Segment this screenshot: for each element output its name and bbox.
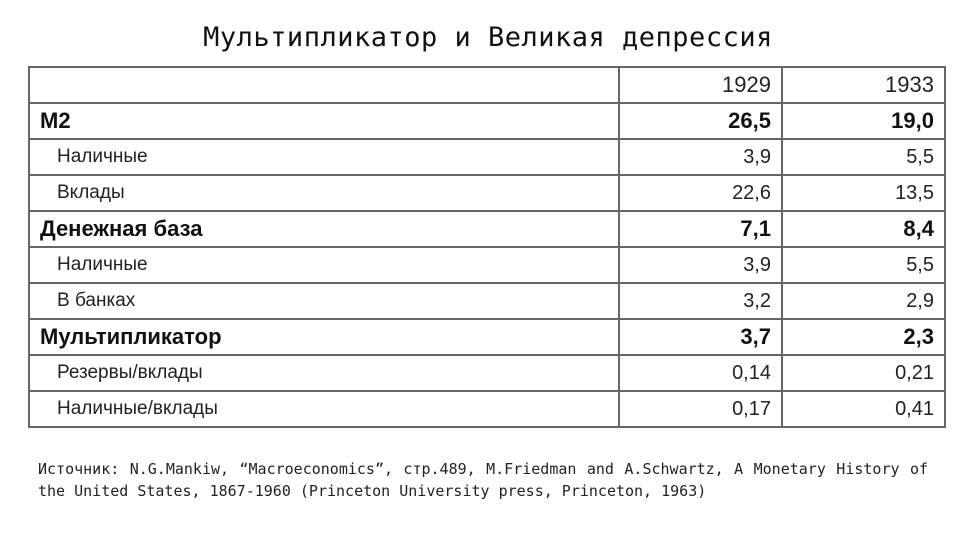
table-header-row <box>29 67 945 103</box>
value-1929: 3,7 <box>619 319 782 355</box>
value-1929: 0,14 <box>619 355 782 391</box>
row-label: Резервы/вклады <box>29 355 619 391</box>
table-row <box>29 139 945 175</box>
value-1933: 0,41 <box>782 391 945 427</box>
table-row <box>29 247 945 283</box>
value-1929: 7,1 <box>619 211 782 247</box>
row-label: Наличные/вклады <box>29 391 619 427</box>
value-1929: 3,9 <box>619 139 782 175</box>
header-year-1933: 1933 <box>782 67 945 103</box>
value-1929: 0,17 <box>619 391 782 427</box>
value-1929: 22,6 <box>619 175 782 211</box>
row-label: В банках <box>29 283 619 319</box>
source-citation: Источник: N.G.Mankiw, “Macroeconomics”, стр.489, M.Friedman and A.Schwartz, A Monetary History of the United States, 1867-1960 (Princeton University press, Princeton, 1963) <box>38 460 928 500</box>
value-1929: 3,2 <box>619 283 782 319</box>
row-label: Наличные <box>29 139 619 175</box>
header-label-cell <box>29 67 619 103</box>
table-row <box>29 319 945 355</box>
value-1933: 13,5 <box>782 175 945 211</box>
row-label: Денежная база <box>29 211 619 247</box>
table-row <box>29 283 945 319</box>
data-table <box>28 66 946 428</box>
page-title: Мультипликатор и Великая депрессия <box>203 22 773 53</box>
value-1933: 0,21 <box>782 355 945 391</box>
table-row <box>29 175 945 211</box>
table-row <box>29 355 945 391</box>
value-1933: 8,4 <box>782 211 945 247</box>
row-label: M2 <box>29 103 619 139</box>
value-1933: 2,9 <box>782 283 945 319</box>
row-label: Мультипликатор <box>29 319 619 355</box>
row-label: Наличные <box>29 247 619 283</box>
table-row <box>29 103 945 139</box>
value-1929: 3,9 <box>619 247 782 283</box>
value-1933: 5,5 <box>782 247 945 283</box>
row-label: Вклады <box>29 175 619 211</box>
value-1933: 2,3 <box>782 319 945 355</box>
value-1933: 5,5 <box>782 139 945 175</box>
table-row <box>29 211 945 247</box>
value-1929: 26,5 <box>619 103 782 139</box>
table-row <box>29 391 945 427</box>
value-1933: 19,0 <box>782 103 945 139</box>
header-year-1929: 1929 <box>619 67 782 103</box>
